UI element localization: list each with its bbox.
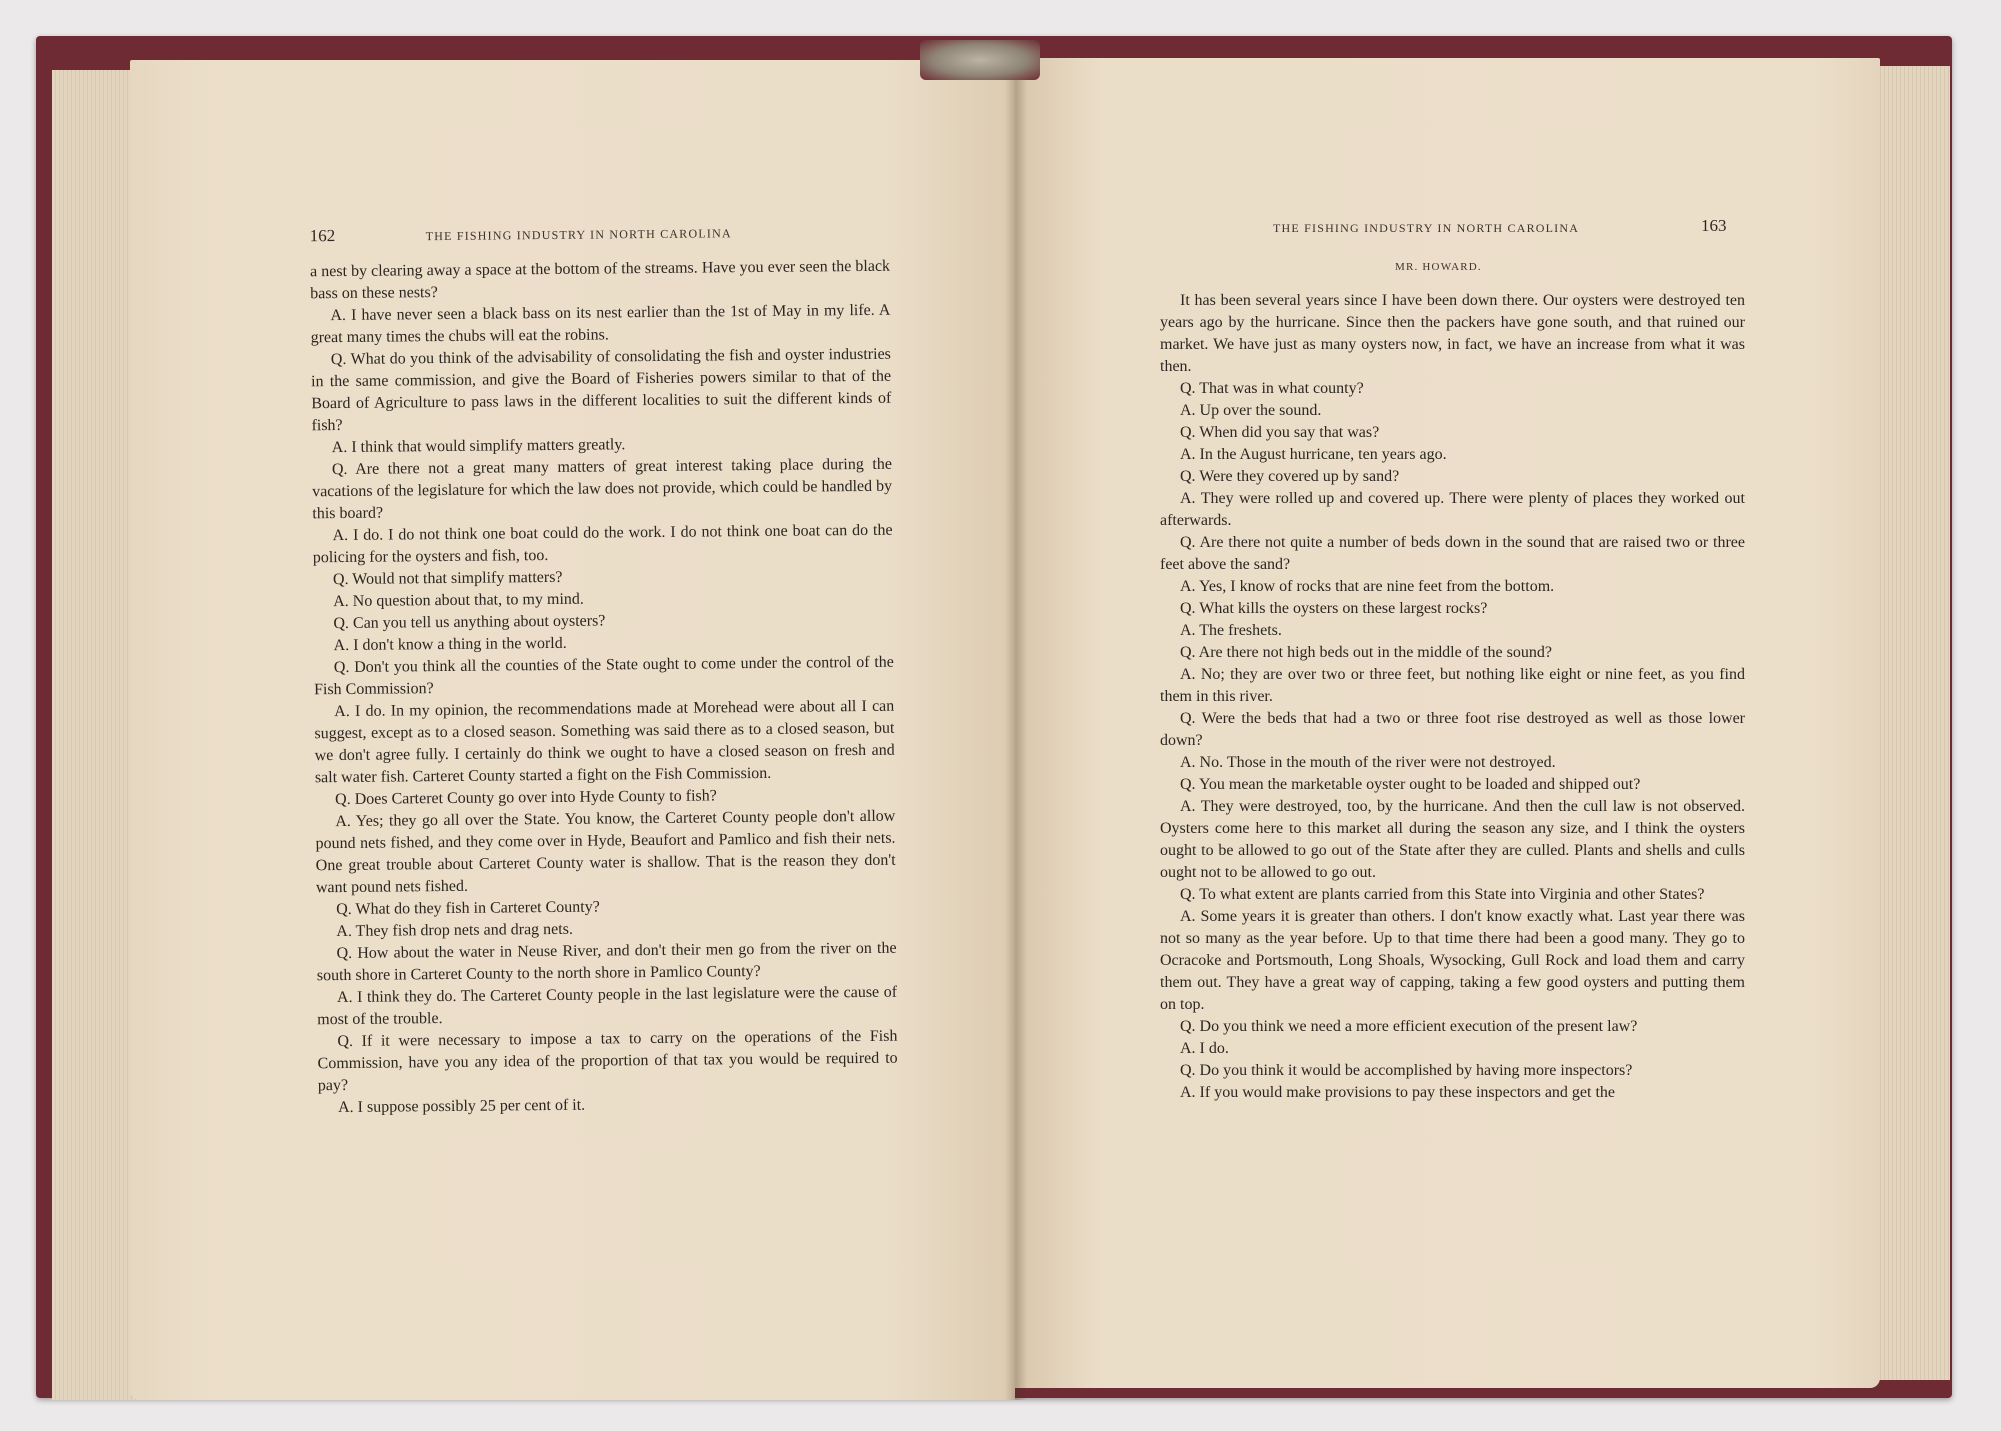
right-text-block xyxy=(1160,290,1745,1104)
right-paragraph: It has been several years since I have been down there. Our oysters were destroyed ten years ago by the hurricane. Since then the packers have gone south, and that ruined our market. We have just as many oysters now, in fact, we have an increase from what it was then. xyxy=(1160,292,1745,375)
section-heading: MR. HOWARD. xyxy=(1395,261,1482,273)
left-paragraph: Q. What do you think of the advisability of consolidating the fish and oyster industries in the same commission, and give the Board of Fisheries powers similar to that of the Board of Agriculture to pass laws in the different localities to suit the different kinds of fish? xyxy=(311,345,892,435)
right-paragraph: Q. Were they covered up by sand? xyxy=(1180,468,1400,485)
right-paragraph: A. Yes, I know of rocks that are nine feet from the bottom. xyxy=(1180,578,1555,595)
left-paragraph: A. No question about that, to my mind. xyxy=(333,590,584,611)
left-paragraph: Q. Don't you think all the counties of the State ought to come under the control of the Fish Commission? xyxy=(313,653,894,699)
left-paragraph: A. I do. In my opinion, the recommendations made at Morehead were about all I can suggest, except as to a closed season. Something was said there as to a closed season, but we don't agree fully. I certainly do think we ought to have a closed season on fresh and salt water fish. Carteret County started a fight on the Fish Commission. xyxy=(314,697,895,787)
right-paragraph: A. No; they are over two or three feet, but nothing like eight or nine feet, as you find them in this river. xyxy=(1160,666,1745,705)
right-paragraph: A. I do. xyxy=(1180,1040,1229,1057)
left-paragraph: Q. What do they fish in Carteret County? xyxy=(336,898,600,919)
left-paragraph: a nest by clearing away a space at the bottom of the streams. Have you ever seen the black bass on these nests? xyxy=(309,257,891,303)
left-paragraph: A. They fish drop nets and drag nets. xyxy=(336,920,573,941)
left-page-number: 162 xyxy=(309,226,336,246)
left-paragraph: Q. If it were necessary to impose a tax to carry on the operations of the Fish Commission, have you any idea of the proportion of that tax you would be required to pay? xyxy=(317,1027,898,1095)
book-spine xyxy=(920,40,1040,80)
right-paragraph: Q. Are there not quite a number of beds down in the sound that are raised two or three feet above the sand? xyxy=(1160,534,1745,573)
right-paragraph: Q. When did you say that was? xyxy=(1180,424,1380,441)
right-paragraph: A. If you would make provisions to pay these inspectors and get the xyxy=(1180,1084,1616,1101)
left-paragraph: Q. How about the water in Neuse River, and don't their men go from the river on the south shore in Carteret County to the north shore in Pamlico County? xyxy=(316,939,897,985)
left-paragraph: A. Yes; they go all over the State. You know, the Carteret County people don't allow pound nets fished, and they come over in Hyde, Beaufort and Pamlico and fish their nets. One great trouble about Carteret County water is shallow. That is the reason they don't want pound nets fished. xyxy=(315,807,896,897)
book-gutter xyxy=(1005,60,1027,1400)
right-paragraph: Q. What kills the oysters on these largest rocks? xyxy=(1180,600,1488,617)
right-paragraph: Q. Do you think we need a more efficient execution of the present law? xyxy=(1180,1018,1638,1035)
right-paragraph: Q. To what extent are plants carried from this State into Virginia and other States? xyxy=(1180,886,1705,903)
left-paragraph: A. I have never seen a black bass on its nest earlier than the 1st of May in my life. A great many times the chubs will eat the robins. xyxy=(310,301,891,347)
left-running-head: THE FISHING INDUSTRY IN NORTH CAROLINA xyxy=(425,226,732,244)
right-paragraph: Q. Were the beds that had a two or three foot rise destroyed as well as those lower down? xyxy=(1160,710,1745,749)
left-paragraph: Q. Does Carteret County go over into Hyde County to fish? xyxy=(335,787,717,809)
left-paragraph: Q. Would not that simplify matters? xyxy=(332,568,563,589)
right-paragraph: Q. Are there not high beds out in the middle of the sound? xyxy=(1180,644,1552,661)
right-running-head: THE FISHING INDUSTRY IN NORTH CAROLINA xyxy=(1273,221,1580,235)
right-paragraph: A. The freshets. xyxy=(1180,622,1282,639)
left-text-block xyxy=(310,256,898,1120)
right-page-number: 163 xyxy=(1701,216,1727,235)
left-paragraph: A. I think that would simplify matters greatly. xyxy=(331,436,626,457)
left-paragraph: A. I do. I do not think one boat could do the work. I do not think one boat can do the policing for the oysters and fish, too. xyxy=(312,521,893,567)
right-paragraph: Q. You mean the marketable oyster ought to be loaded and shipped out? xyxy=(1180,776,1641,793)
right-page xyxy=(1015,58,1880,1388)
right-paragraph: A. Some years it is greater than others. I don't know exactly what. Last year there was not so many as the year before. Up to that time there had been a good many. They go to Ocracoke and Portsmouth, Long Shoals, Wysocking, Gull Rock and load them and carry them out. They have a great way of capping, taking a few good oysters and putting them on top. xyxy=(1160,908,1745,1013)
left-paragraph: A. I think they do. The Carteret County people in the last legislature were the cause of most of the trouble. xyxy=(317,983,898,1029)
right-paragraph: A. No. Those in the mouth of the river were not destroyed. xyxy=(1180,754,1556,771)
right-paragraph: A. They were destroyed, too, by the hurricane. And then the cull law is not observed. Oysters come here to this market all during the season any size, and I think the oysters ought to be allowed to go out of the State after they are culled. Plants and shells and culls ought not to be allowed to go out. xyxy=(1160,798,1745,881)
left-paragraph: Q. Can you tell us anything about oysters? xyxy=(333,612,606,633)
left-paragraph: A. I don't know a thing in the world. xyxy=(333,634,567,655)
right-paragraph: A. Up over the sound. xyxy=(1180,402,1322,419)
right-paragraph: Q. Do you think it would be accomplished by having more inspectors? xyxy=(1180,1062,1633,1079)
right-paragraph: Q. That was in what county? xyxy=(1180,380,1364,397)
right-paragraph: A. They were rolled up and covered up. There were plenty of places they worked out afterwards. xyxy=(1160,490,1745,529)
left-page xyxy=(130,60,1015,1400)
right-paragraph: A. In the August hurricane, ten years ago. xyxy=(1180,446,1447,463)
left-paragraph: Q. Are there not a great many matters of great interest taking place during the vacations of the legislature for which the law does not provide, which could be handled by this board? xyxy=(312,455,893,523)
left-paragraph: A. I suppose possibly 25 per cent of it. xyxy=(337,1096,586,1117)
